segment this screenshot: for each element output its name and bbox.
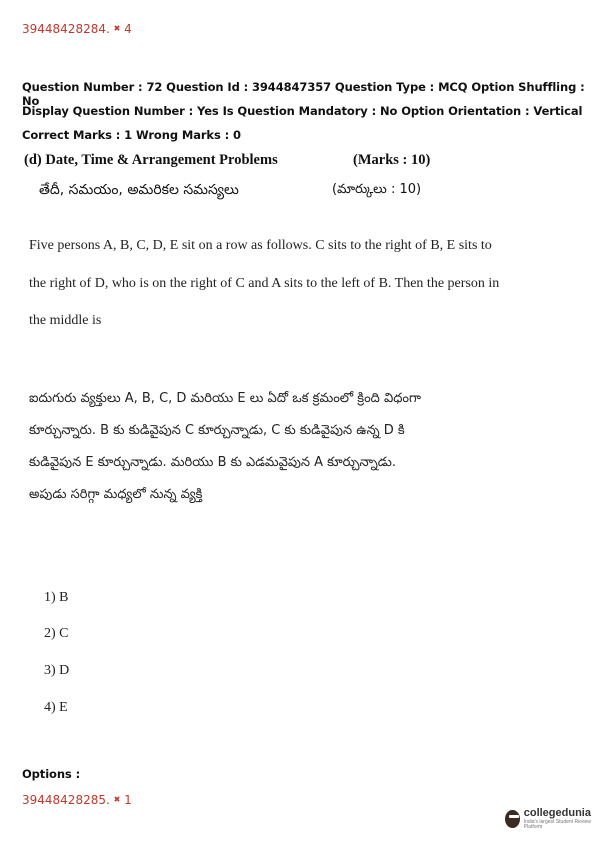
collegedunia-logo — [505, 808, 595, 830]
question-id-text: 39448428284. — [22, 22, 114, 36]
logo-tagline: India's largest Student Review Platform — [523, 819, 591, 830]
logo-name: collegedunia — [523, 807, 591, 819]
question-en-line-1: Five persons A, B, C, D, E sit on a row as follows. C sits to the right of B, E sits to — [29, 238, 492, 253]
section-marks-te: (మార్కులు : 10) — [332, 182, 422, 197]
section-title-te: తేదీ, సమయం, అమరికల సమస్యలు — [39, 182, 239, 198]
meta-line-1: Question Number : 72 Question Id : 3944847357 Question Type : MCQ Option Shuffling : No — [22, 80, 585, 108]
option-1[interactable]: 1) B — [44, 590, 69, 605]
question-te-line-4: అపుడు సరిగ్గా మధ్యలో నున్న వ్యక్తి — [29, 487, 203, 502]
cross-icon: ✖ — [113, 795, 121, 804]
option-3[interactable]: 3) D — [44, 663, 70, 678]
question-en-line-3: the middle is — [29, 313, 102, 328]
question-te-line-1: ఐదుగురు వ్యక్తులు A, B, C, D మరియు E లు ఏదో ఒక క్రమంలో క్రింది విధంగా — [29, 391, 421, 406]
question-id-count: 4 — [124, 22, 132, 36]
option-2[interactable]: 2) C — [44, 626, 69, 641]
question-id-header — [22, 22, 132, 36]
question-id-footer — [22, 793, 132, 807]
question-en-line-2: the right of D, who is on the right of C and A sits to the left of B. Then the person in — [29, 276, 500, 291]
meta-line-2: Display Question Number : Yes Is Question Mandatory : No Option Orientation : Vertical — [22, 104, 583, 118]
section-title-en: (d) Date, Time & Arrangement Problems — [24, 152, 278, 168]
section-marks-en: (Marks : 10) — [353, 152, 431, 168]
footer-id-count: 1 — [124, 793, 132, 807]
options-label: Options : — [22, 767, 81, 781]
question-te-line-2: కూర్చున్నారు. B కు కుడివైపున C కూర్చున్నాడు, C కు కుడివైపున ఉన్న D కి — [29, 423, 405, 438]
cross-icon: ✖ — [113, 24, 121, 33]
collegedunia-mascot-icon — [505, 810, 520, 828]
meta-line-3: Correct Marks : 1 Wrong Marks : 0 — [22, 128, 241, 142]
option-4[interactable]: 4) E — [44, 700, 68, 715]
footer-id-text: 39448428285. — [22, 793, 114, 807]
question-te-line-3: కుడివైపున E కూర్చున్నాడు. మరియు B కు ఎడమవైపున A కూర్చున్నాడు. — [29, 455, 397, 470]
